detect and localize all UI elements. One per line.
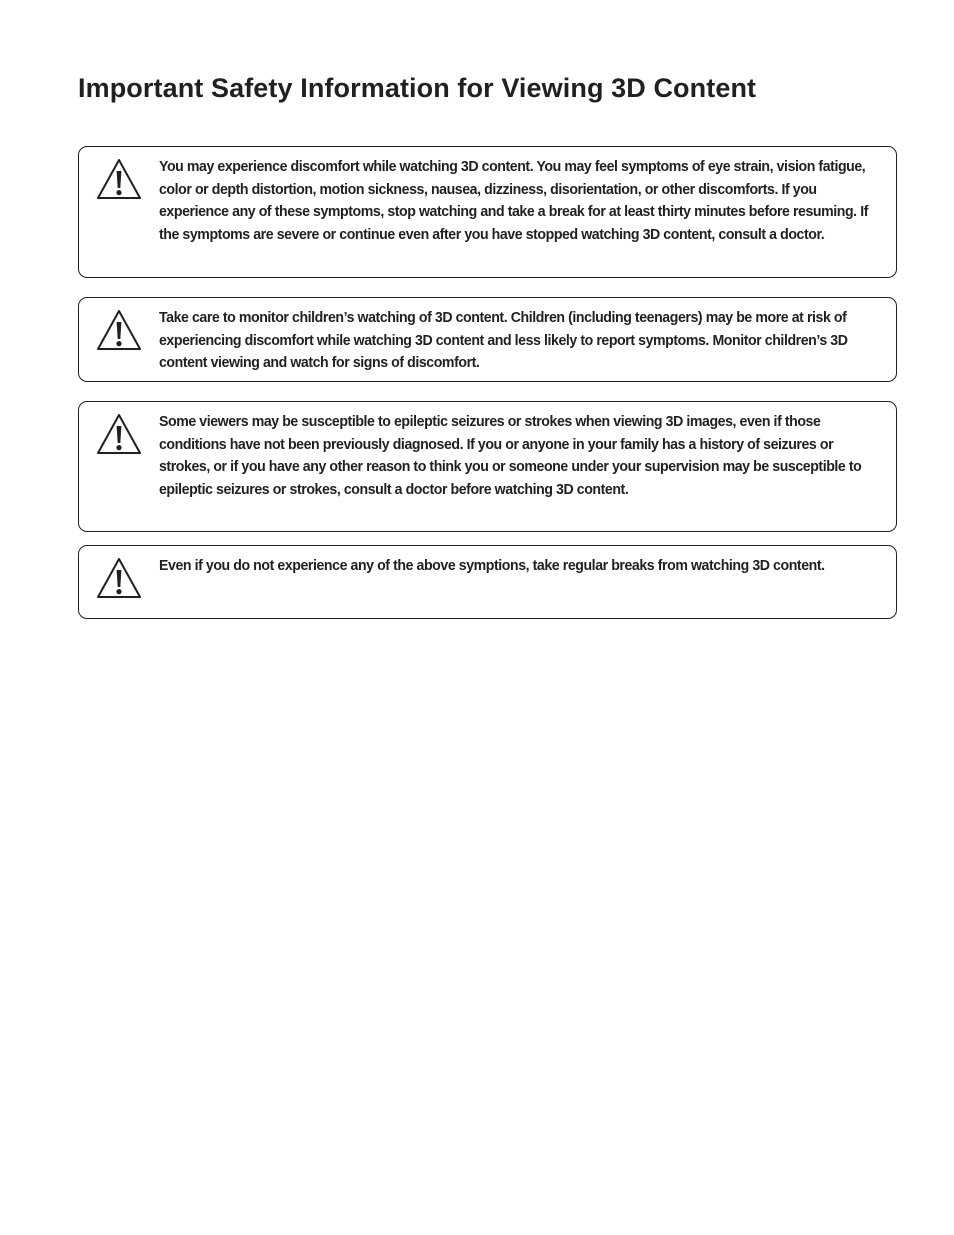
warning-triangle-icon xyxy=(95,412,143,456)
warning-text: Take care to monitor children’s watching of 3D content. Children (including teenagers) may be more at risk of experiencing discomfort while watching 3D content and less likely to report symptoms. Monitor children’s 3D content viewing and watch for signs of discomfort. xyxy=(159,309,848,371)
warning-triangle-icon xyxy=(95,308,143,352)
warning-text: Even if you do not experience any of the above symptions, take regular breaks from watching 3D content. xyxy=(159,557,825,574)
warning-triangle-icon xyxy=(95,556,143,600)
warning-box xyxy=(78,146,897,278)
warning-list xyxy=(78,146,897,638)
warning-text: You may experience discomfort while watching 3D content. You may feel symptoms of eye strain, vision fatigue, color or depth distortion, motion sickness, nausea, dizziness, disorientation, or other discomforts. If you experience any of these symptoms, stop watching and take a break for at least thirty minutes before resuming. If the symptoms are severe or continue even after you have stopped watching 3D content, consult a doctor. xyxy=(159,158,868,243)
warning-box xyxy=(78,545,897,619)
warning-box xyxy=(78,297,897,382)
warning-triangle-icon xyxy=(95,157,143,201)
warning-box xyxy=(78,401,897,532)
warning-text: Some viewers may be susceptible to epileptic seizures or strokes when viewing 3D images, even if those conditions have not been previously diagnosed. If you or anyone in your family has a history of seizures or strokes, or if you have any other reason to think you or someone under your supervision may be susceptible to epileptic seizures or strokes, consult a doctor before watching 3D content. xyxy=(159,413,862,498)
page-title: Important Safety Information for Viewing 3D Content xyxy=(78,73,757,103)
